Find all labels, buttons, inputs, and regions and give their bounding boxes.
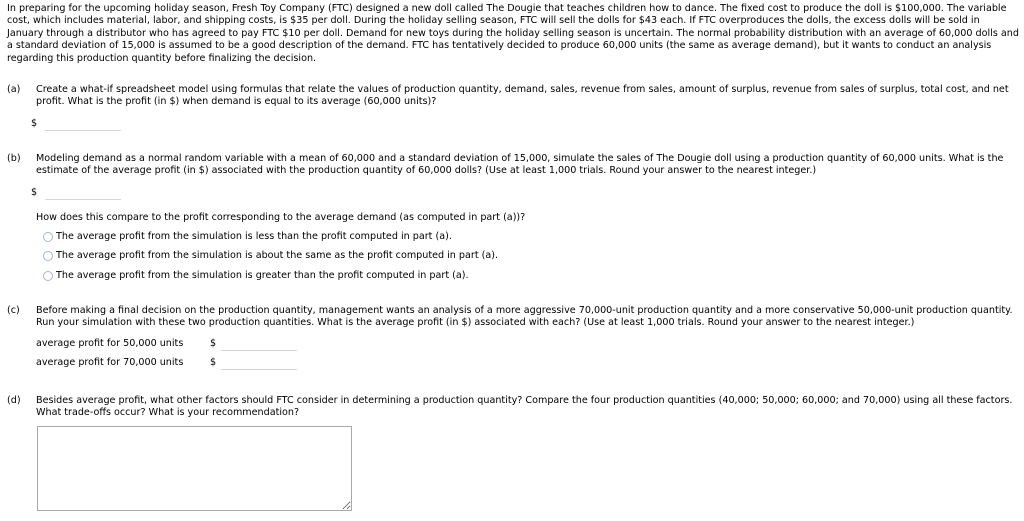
radio-button[interactable] (43, 271, 53, 281)
part-d-letter: (d) (7, 395, 21, 406)
part-a-currency: $ (31, 118, 38, 129)
profit-70000-input[interactable] (221, 355, 297, 370)
part-c-letter: (c) (7, 305, 20, 316)
radio-button[interactable] (43, 232, 53, 242)
profit-70000-currency: $ (210, 357, 217, 368)
part-b-text: Modeling demand as a normal random variable with a mean of 60,000 and a standard deviation of 15,000, simulate the sales of The Dougie doll using a production quantity of 60,000 units. What is the estimate of the average profit (in $) associated with the production quantity of 60,000 dolls? (Use at least 1,000 trials. Round your answer to the nearest integer.) (36, 153, 1004, 177)
part-b-compare-question: How does this compare to the profit corresponding to the average demand (as computed in part (a))? (36, 212, 526, 223)
option-label[interactable]: The average profit from the simulation is greater than the profit computed in part (a). (56, 270, 469, 281)
part-a-letter: (a) (7, 84, 21, 95)
option-label[interactable]: The average profit from the simulation is about the same as the profit computed in part (a). (56, 250, 499, 261)
profit-70000-label: average profit for 70,000 units (36, 357, 184, 368)
part-b-currency: $ (31, 187, 38, 198)
profit-50000-label: average profit for 50,000 units (36, 338, 184, 349)
option-label[interactable]: The average profit from the simulation is less than the profit computed in part (a). (56, 231, 452, 242)
part-d-text: Besides average profit, what other factors should FTC consider in determining a production quantity? Compare the four production quantities (40,000; 50,000; 60,000; and 70,000) using all these factors. What trade-offs occur? What is your recommendation? (36, 395, 1013, 419)
part-b-average-profit-input[interactable] (45, 185, 121, 200)
problem-intro: In preparing for the upcoming holiday season, Fresh Toy Company (FTC) designed a new doll called The Dougie that teaches children how to dance. The fixed cost to produce the doll is $100,000. The variable cost, which includes material, labor, and shipping costs, is $35 per doll. During the holiday selling season, FTC will sell the dolls for $43 each. If FTC overproduces the dolls, the excess dolls will be sold in January through a distributor who has agreed to pay FTC $10 per doll. Demand for new toys during the holiday selling season is uncertain. The normal probability distribution with an average of 60,000 dolls and a standard deviation of 15,000 is assumed to be a good description of the demand. FTC has tentatively decided to produce 60,000 units (the same as average demand), but it wants to conduct an analysis regarding this production quantity before finalizing the decision. (7, 3, 1019, 64)
part-c-text: Before making a final decision on the production quantity, management wants an analysis of a more aggressive 70,000-unit production quantity and a more conservative 50,000-unit production quantity. Run your simulation with these two production quantities. What is the average profit (in $) associated with each? (Use at least 1,000 trials. Round your answer to the nearest integer.) (36, 305, 1013, 329)
part-b-letter: (b) (7, 153, 21, 164)
part-a-text: Create a what-if spreadsheet model using formulas that relate the values of production quantity, demand, sales, revenue from sales, amount of surplus, revenue from sales of surplus, total cost, and net profit. What is the profit (in $) when demand is equal to its average (60,000 units)? (36, 84, 1009, 108)
profit-50000-input[interactable] (221, 336, 297, 351)
radio-button[interactable] (43, 251, 53, 261)
profit-50000-currency: $ (210, 338, 217, 349)
part-a-profit-input[interactable] (45, 116, 121, 131)
part-d-response-textarea[interactable] (37, 426, 352, 511)
